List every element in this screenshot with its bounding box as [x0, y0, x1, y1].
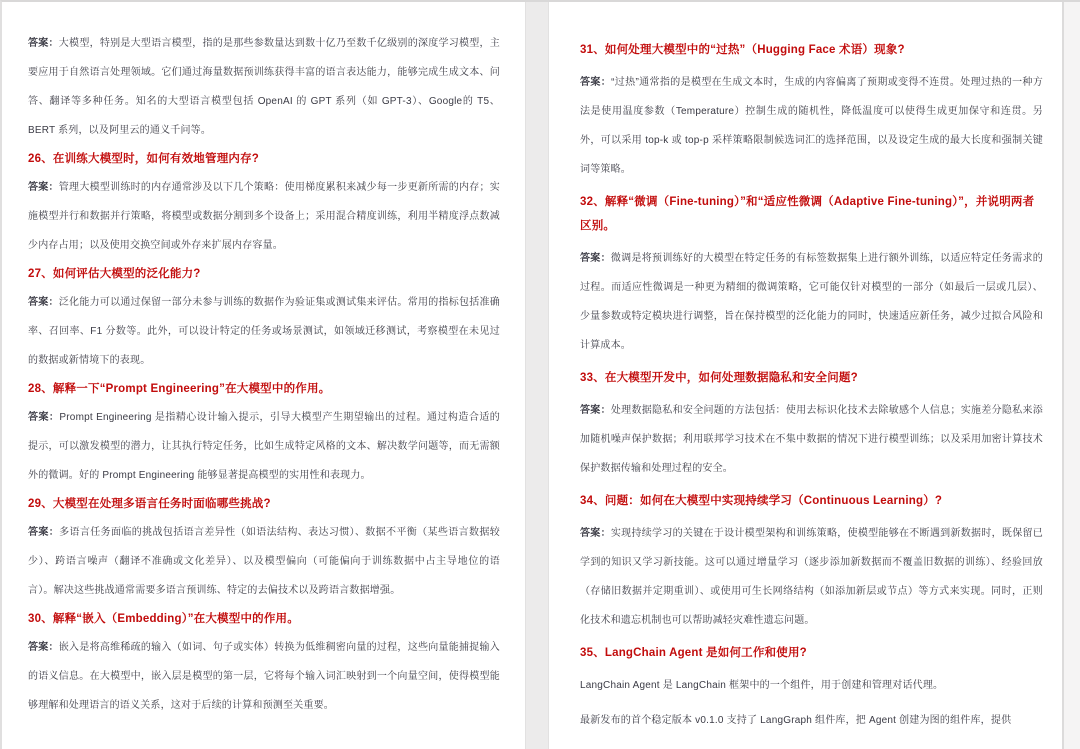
- answer-paragraph: [28, 288, 500, 375]
- answer-prefix: 答案：: [28, 527, 60, 538]
- paragraph-text: 处理数据隐私和安全问题的方法包括：使用去标识化技术去除敏感个人信息；实施差分隐私来添加随机噪声保护数据；利用联邦学习技术在不集中数据的情况下进行模型训练；以及采用加密计算技术保护数据传输和处理过程的安全。: [580, 405, 1043, 474]
- answer-prefix: 答案：: [28, 182, 59, 193]
- paragraph-text: 管理大模型训练时的内存通常涉及以下几个策略：使用梯度累积来减少每一步更新所需的内存；实施模型并行和数据并行策略，将模型或数据分割到多个设备上；采用混合精度训练，利用半精度浮点数减少内存占用；以及使用交换空间或外存来扩展内存容量。: [28, 182, 500, 251]
- answer-paragraph: [28, 633, 500, 720]
- question-heading: 34、问题：如何在大模型中实现持续学习（Continuous Learning）?: [580, 495, 943, 507]
- answer-prefix: 答案：: [28, 642, 59, 653]
- question-heading: 32、解释“微调（Fine-tuning）”和“适应性微调（Adaptive Fine-tuning）”，并说明两者区别。: [580, 196, 1035, 232]
- answer-paragraph: [28, 518, 500, 605]
- paragraph-text: 泛化能力可以通过保留一部分未参与训练的数据作为验证集或测试集来评估。常用的指标包括准确率、召回率、F1 分数等。此外，可以设计特定的任务或场景测试，如领域迁移测试，考察模型在未见过的数据或新情境下的表现。: [28, 297, 500, 366]
- body-paragraph: [580, 671, 1043, 700]
- paragraph-text: LangChain Agent 是 LangChain 框架中的一个组件，用于创建和管理对话代理。: [580, 680, 944, 691]
- answer-paragraph: [28, 29, 500, 145]
- question-heading: 31、如何处理大模型中的“过热”（Hugging Face 术语）现象?: [580, 44, 905, 56]
- paragraph-text: 嵌入是将高维稀疏的输入（如词、句子或实体）转换为低维稠密向量的过程，这些向量能捕捉输入的语义信息。在大模型中，嵌入层是模型的第一层，它将每个输入词汇映射到一个向量空间，使得模型能够理解和处理语言的语义关系，这对于后续的计算和预测至关重要。: [28, 642, 500, 711]
- answer-prefix: 答案：: [28, 38, 59, 49]
- answer-paragraph: [580, 244, 1043, 360]
- question-heading: 29、大模型在处理多语言任务时面临哪些挑战?: [28, 498, 271, 510]
- question-heading: 27、如何评估大模型的泛化能力?: [28, 268, 201, 280]
- paragraph-text: Prompt Engineering 是指精心设计输入提示，引导大模型产生期望输出的过程。通过构造合适的提示，可以激发模型的潜力，让其执行特定任务，比如生成特定风格的文本、解决数学问题等，而无需额外的微调。好的 Prompt Engineering 能够显著提高模型的实用性和表现力。: [28, 412, 500, 481]
- paragraph-text: 多语言任务面临的挑战包括语言差异性（如语法结构、表达习惯）、数据不平衡（某些语言数据较少）、跨语言噪声（翻译不准确或文化差异）、以及模型偏向（可能偏向于训练数据中占主导地位的语言）。解决这些挑战通常需要多语言预训练、特定的去偏技术以及跨语言数据增强。: [28, 527, 500, 596]
- question-heading: 35、LangChain Agent 是如何工作和使用?: [580, 647, 807, 659]
- page-gutter: [525, 2, 549, 749]
- answer-paragraph: [580, 396, 1043, 483]
- answer-paragraph: [28, 173, 500, 260]
- answer-prefix: 答案：: [580, 405, 611, 416]
- question-heading: 33、在大模型开发中，如何处理数据隐私和安全问题?: [580, 372, 858, 384]
- paragraph-text: 最新发布的首个稳定版本 v0.1.0 支持了 LangGraph 组件库，把 Agent 创建为图的组件库，提供: [580, 715, 1012, 726]
- paragraph-text: “过热”通常指的是模型在生成文本时，生成的内容偏离了预期或变得不连贯。处理过热的一种方法是使用温度参数（Temperature）控制生成的随机性，降低温度可以使得生成更加保守和连贯。另外，可以采用 top-k 或 top-p 采样策略限制候选词汇的选择范围，以及设定生成的最大长度和强制关键词等策略。: [580, 77, 1043, 175]
- page-right: [549, 2, 1062, 749]
- viewport-right-edge: [1062, 2, 1080, 749]
- question-heading: 26、在训练大模型时，如何有效地管理内存?: [28, 153, 260, 165]
- page-left: [2, 2, 525, 749]
- paragraph-text: 实现持续学习的关键在于设计模型架构和训练策略，使模型能够在不断遇到新数据时，既保留已学到的知识又学习新技能。这可以通过增量学习（逐步添加新数据而不覆盖旧数据的训练）、经验回放（存储旧数据并定期重训）、或使用可生长网络结构（如添加新层或节点）等方式来实现。同时，正则化技术和遗忘机制也可以帮助减轻灾难性遗忘问题。: [580, 528, 1043, 626]
- answer-paragraph: [28, 403, 500, 490]
- paragraph-text: 大模型，特别是大型语言模型，指的是那些参数量达到数十亿乃至数千亿级别的深度学习模型，主要应用于自然语言处理领域。它们通过海量数据预训练获得丰富的语言表达能力，能够完成生成文本、问答、翻译等多种任务。知名的大型语言模型包括 OpenAI 的 GPT 系列（如 GPT-3）、Google的 T5、BERT 系列，以及阿里云的通义千问等。: [28, 38, 500, 136]
- answer-prefix: 答案：: [28, 412, 60, 423]
- answer-prefix: 答案：: [580, 77, 612, 88]
- question-heading: 30、解释“嵌入（Embedding）”在大模型中的作用。: [28, 613, 299, 625]
- question-heading: 28、解释一下“Prompt Engineering”在大模型中的作用。: [28, 383, 331, 395]
- answer-prefix: 答案：: [580, 528, 611, 539]
- paragraph-text: 微调是将预训练好的大模型在特定任务的有标签数据集上进行额外训练，以适应特定任务需求的过程。而适应性微调是一种更为精细的微调策略，它可能仅针对模型的一部分（如最后一层或几层）、少量参数或特定模块进行调整，旨在保持模型的泛化能力的同时，快速适应新任务，减少过拟合风险和计算成本。: [580, 253, 1043, 351]
- body-paragraph: [580, 706, 1043, 735]
- answer-prefix: 答案：: [580, 253, 611, 264]
- answer-paragraph: [580, 519, 1043, 635]
- answer-paragraph: [580, 68, 1043, 184]
- answer-prefix: 答案：: [28, 297, 59, 308]
